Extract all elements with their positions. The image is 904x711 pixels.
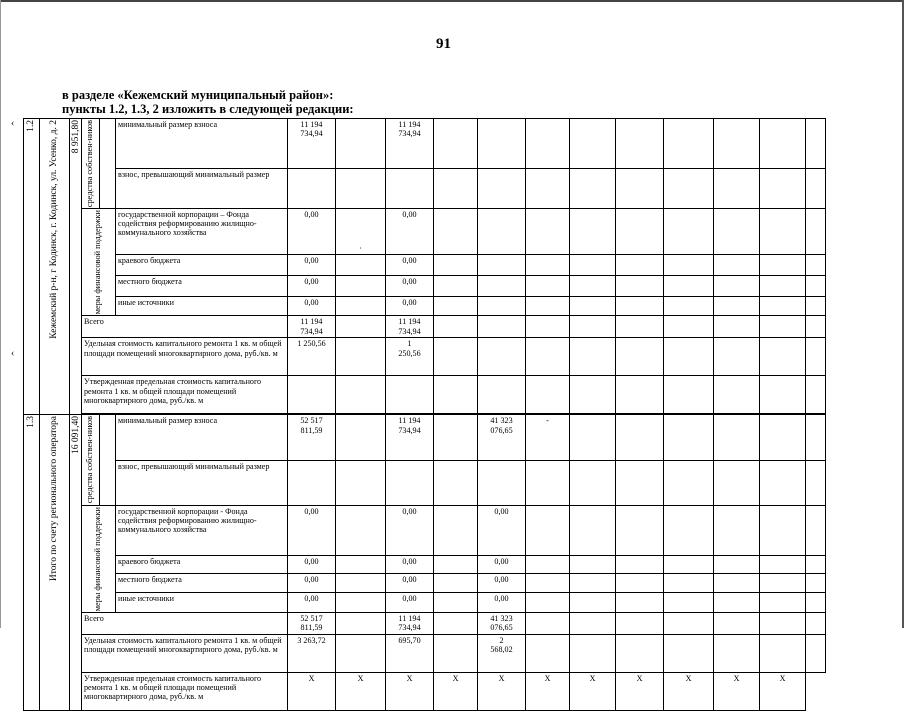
support-group-cell: меры финансовой поддержки <box>82 505 116 612</box>
table-row: меры финансовой поддержки государственной корпорации – Фонда содействия реформированию жилищно-коммунального хозяйства 0,00 · 0,00 <box>24 209 826 255</box>
intro-line-2: пункты 1.2, 1.3, 2 изложить в следующей редакции: <box>62 102 354 116</box>
owners-group-cell: средства собствен-ников <box>82 119 100 209</box>
over-fee-label: взнос, превышающий минимальный размер <box>116 460 288 505</box>
table-row: Всего 52 517 811,59 11 194 734,94 41 323 076,65 <box>24 612 826 634</box>
table-row: Удельная стоимость капитального ремонта 1 кв. м общей площади помещений многоквартирного дома, руб./кв. м 3 263,72 695,70 2 568,02 <box>24 634 826 672</box>
table-row: меры финансовой поддержки государственной корпорации - Фонда содействия реформированию жилищно-коммунального хозяйства 0,00 0,00 0,00 <box>24 505 826 556</box>
address-cell: Итого по счету регионального оператора <box>40 415 70 710</box>
max-cost-label: Утвержденная предельная стоимость капитального ремонта 1 кв. м общей площади помещений многоквартирного дома, руб./кв. м <box>82 376 288 414</box>
unit-cost-label: Удельная стоимость капитального ремонта 1 кв. м общей площади помещений многоквартирного дома, руб./кв. м <box>82 338 288 376</box>
scan-edge-top <box>0 0 904 2</box>
table-row: Удельная стоимость капитального ремонта 1 кв. м общей площади помещений многоквартирного дома, руб./кв. м 1 250,56 1 250,56 <box>24 338 826 376</box>
table-row: Утвержденная предельная стоимость капитального ремонта 1 кв. м общей площади помещений многоквартирного дома, руб./кв. м X X X X X X X X X X X <box>24 672 826 710</box>
other-label: иные источники <box>116 592 288 612</box>
repair-plan-table <box>23 118 826 711</box>
item-number-cell: 1.2 <box>24 119 40 415</box>
scan-edge-left <box>0 0 1 628</box>
fund-label: государственной корпорации - Фонда содействия реформированию жилищно-коммунального хозяйства <box>116 505 288 556</box>
regional-label: краевого бюджета <box>116 556 288 573</box>
table-row: местного бюджета 0,00 0,00 <box>24 275 826 296</box>
intro-line-1: в разделе «Кежемский муниципальный район»: <box>62 88 334 102</box>
table-row: краевого бюджета 0,00 0,00 <box>24 254 826 275</box>
local-label: местного бюджета <box>116 573 288 592</box>
table-row: местного бюджета 0,00 0,00 0,00 <box>24 573 826 592</box>
max-cost-label: Утвержденная предельная стоимость капитального ремонта 1 кв. м общей площади помещений многоквартирного дома, руб./кв. м <box>82 672 288 710</box>
unit-cost-label: Удельная стоимость капитального ремонта 1 кв. м общей площади помещений многоквартирного дома, руб./кв. м <box>82 634 288 672</box>
table-row <box>24 168 826 209</box>
table-row: 1.2 Кежемский р-н, г Кодинск, г. Кодинск, ул. Усенко, д. 2 8 951,80 средства собствен-ников минимальный размер взноса 11 194 734,94 11 194 734,94 <box>24 119 826 169</box>
local-label: местного бюджета <box>116 275 288 296</box>
other-label: иные источники <box>116 296 288 316</box>
min-fee-label: минимальный размер взноса <box>116 415 288 460</box>
table-row: краевого бюджета 0,00 0,00 0,00 <box>24 556 826 573</box>
regional-label: краевого бюджета <box>116 254 288 275</box>
item-number-cell: 1.3 <box>24 415 40 710</box>
fund-label: государственной корпорации – Фонда содействия реформированию жилищно-коммунального хозяйства <box>116 209 288 255</box>
min-fee-label: минимальный размер взноса <box>116 119 288 169</box>
table-row <box>24 376 826 414</box>
total-label: Всего <box>82 612 288 634</box>
over-fee-label: взнос, превышающий минимальный размер <box>116 168 288 209</box>
table-row: Всего 11 194 734,94 11 194 734,94 <box>24 316 826 338</box>
support-group-cell: меры финансовой поддержки <box>82 209 116 316</box>
margin-mark-top: ‹ <box>11 118 15 129</box>
table-row <box>24 460 826 505</box>
owners-group-cell: средства собствен-ников <box>82 415 100 505</box>
total-label: Всего <box>82 316 288 338</box>
table-row: 1.3 Итого по счету регионального оператора 16 091,40 средства собствен-ников минимальный размер взноса 52 517 811,59 11 194 734,94 41 323 076,65 - <box>24 415 826 460</box>
page-number: 91 <box>436 36 451 52</box>
table-row: иные источники 0,00 0,00 <box>24 296 826 316</box>
area-cell: 16 091,40 <box>70 415 82 710</box>
address-cell: Кежемский р-н, г Кодинск, г. Кодинск, ул. Усенко, д. 2 <box>40 119 70 415</box>
table-row: иные источники 0,00 0,00 0,00 <box>24 592 826 612</box>
area-cell: 8 951,80 <box>70 119 82 415</box>
margin-mark-mid: ‹ <box>11 348 15 359</box>
